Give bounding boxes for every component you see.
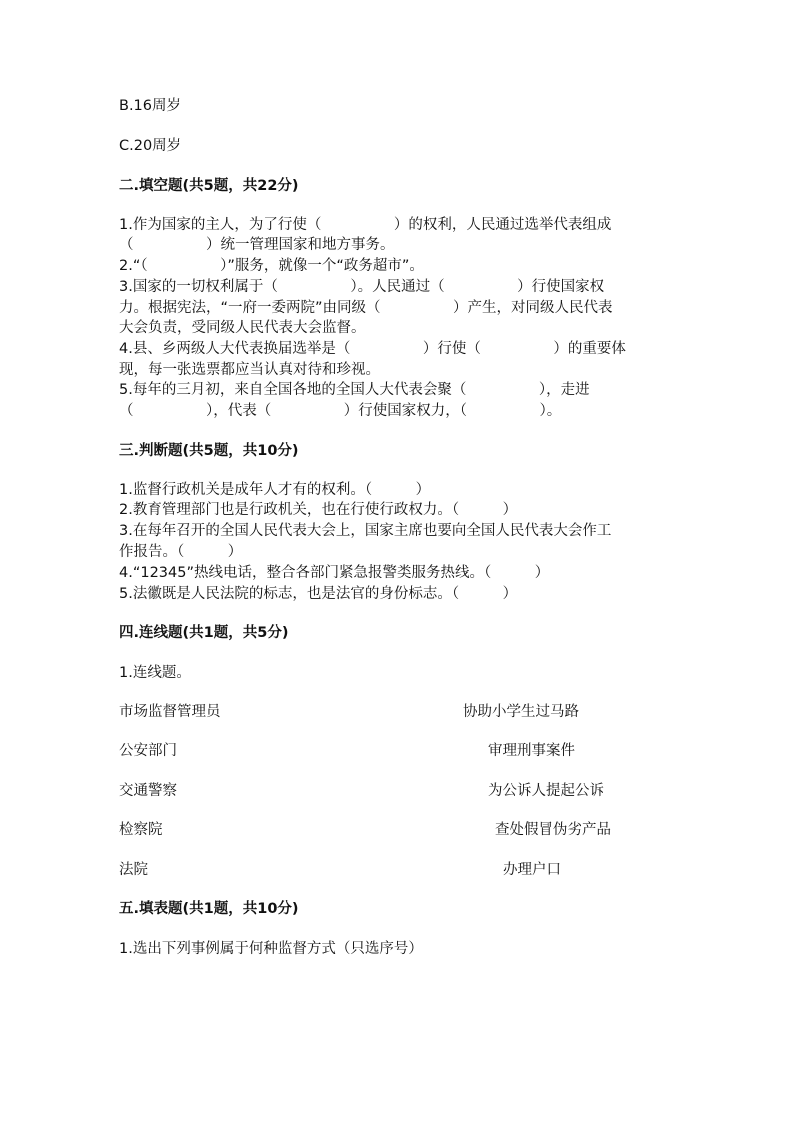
judge-line-1: 1.监督行政机关是成年人才有的权利。（ ） (119, 482, 431, 498)
fill-line-3: 2.“（ ）”服务，就像一个“政务超市”。 (119, 258, 424, 274)
match-right-1: 协助小学生过马路 (463, 704, 579, 720)
fill-line-7: 4.县、乡两级人大代表换届选举是（ ）行使（ ）的重要体 (119, 341, 626, 357)
section-5-title: 五.填表题(共1题，共10分) (119, 901, 299, 917)
judge-line-2: 2.教育管理部门也是行政机关，也在行使行政权力。（ ） (119, 502, 518, 518)
section-2-title: 二.填空题(共5题，共22分) (119, 178, 299, 194)
match-right-3: 为公诉人提起公诉 (488, 783, 604, 799)
section-4-title: 四.连线题(共1题，共5分) (119, 625, 289, 641)
match-left-5: 法院 (119, 862, 148, 878)
match-question: 1.连线题。 (119, 665, 191, 681)
fill-line-2: （ ）统一管理国家和地方事务。 (119, 237, 395, 253)
fill-line-4: 3.国家的一切权利属于（ ）。人民通过（ ）行使国家权 (119, 279, 605, 295)
match-right-5: 办理户口 (503, 862, 561, 878)
match-left-4: 检察院 (119, 822, 163, 838)
judge-line-6: 5.法徽既是人民法院的标志，也是法官的身份标志。（ ） (119, 586, 518, 602)
option-c: C.20周岁 (119, 138, 182, 154)
judge-line-3: 3.在每年召开的全国人民代表大会上，国家主席也要向全国人民代表大会作工 (119, 523, 612, 539)
match-left-1: 市场监督管理员 (119, 704, 221, 720)
fill-line-8: 现，每一张选票都应当认真对待和珍视。 (119, 362, 380, 378)
fill-line-5: 力。根据宪法，“一府一委两院”由同级（ ）产生，对同级人民代表 (119, 300, 613, 316)
match-right-4: 查处假冒伪劣产品 (495, 822, 611, 838)
judge-line-4: 作报告。（ ） (119, 544, 243, 560)
fill-line-6: 大会负责，受同级人民代表大会监督。 (119, 320, 366, 336)
option-b: B.16周岁 (119, 98, 182, 114)
match-left-2: 公安部门 (119, 743, 177, 759)
fill-line-1: 1.作为国家的主人，为了行使（ ）的权利，人民通过选举代表组成 (119, 217, 612, 233)
table-question: 1.选出下列事例属于何种监督方式（只选序号） (119, 941, 423, 957)
fill-line-9: 5.每年的三月初，来自全国各地的全国人大代表会聚（ ），走进 (119, 382, 590, 398)
fill-line-10: （ ），代表（ ）行使国家权力，（ ）。 (119, 403, 562, 419)
match-left-3: 交通警察 (119, 783, 177, 799)
match-right-2: 审理刑事案件 (488, 743, 575, 759)
judge-line-5: 4.“12345”热线电话，整合各部门紧急报警类服务热线。（ ） (119, 565, 550, 581)
section-3-title: 三.判断题(共5题，共10分) (119, 443, 299, 459)
